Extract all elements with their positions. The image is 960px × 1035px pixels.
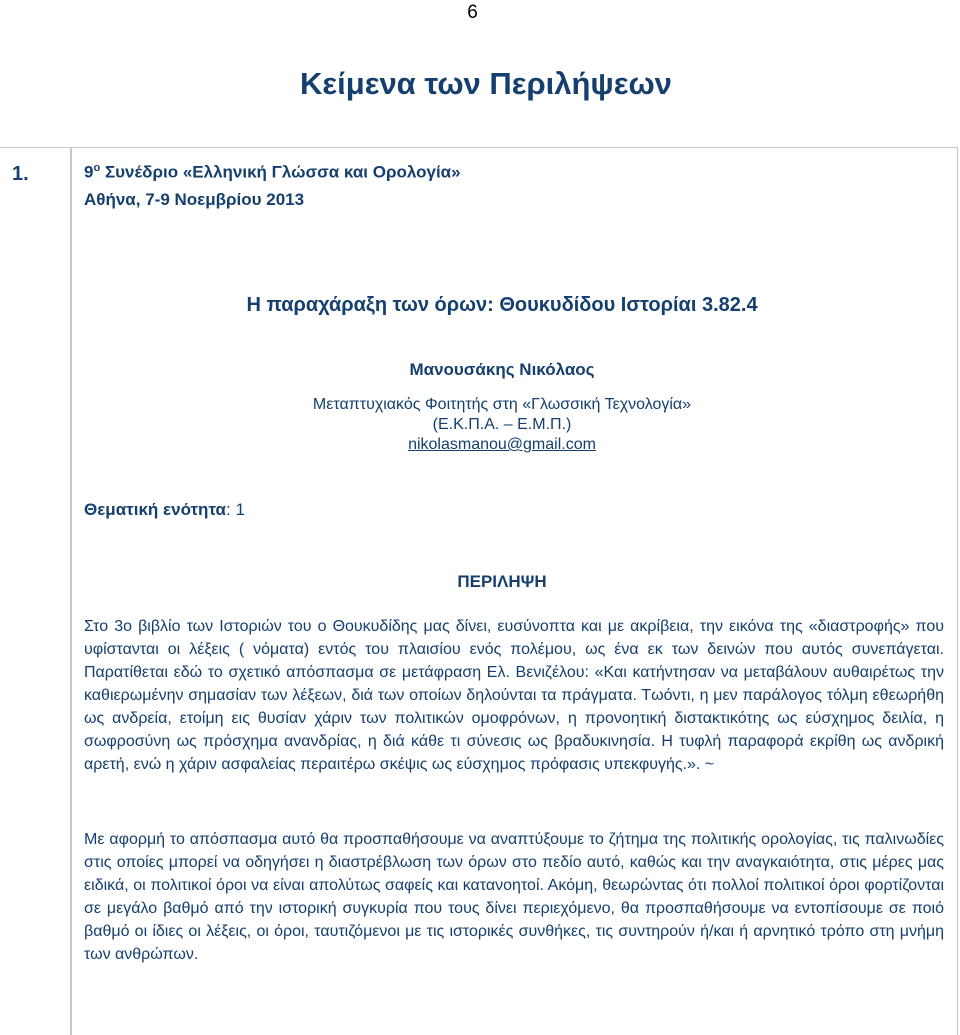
entry-number: 1. bbox=[12, 163, 29, 185]
thematic-unit bbox=[84, 500, 245, 520]
conference-name bbox=[84, 162, 461, 183]
abstract-paragraph-2: Με αφορμή το απόσπασμα αυτό θα προσπαθήσουμε να αναπτύξουμε το ζήτημα της πολιτικής ορολογίας, τις παλινωδίες στις οποίες μπορεί να οδηγήσει η διαστρέβλωση των όρων στο πεδίο αυτό, καθώς και την αναγκαιότητα, στις μέρες μας ειδικά, οι πολιτικοί όροι να είναι απολύτως σαφείς και κατανοητοί. Ακόμη, θεωρώντας ότι πολλοί πολιτικοί όροι φορτίζονται σε μεγάλο βαθμό από την ιστορική συγκυρία που τους δίνει περιεχόμενο, θα προσπαθήσουμε να εντοπίσουμε σε ποιό βαθμό οι ίδιες οι λέξεις, οι όροι, ταυτιζόμενοι με τις ιστορικές συνθήκες, τις συντηρούν ή/και ή αρνητικό τρόπο στη μνήμη των ανθρώπων. bbox=[84, 831, 944, 963]
author-email-link[interactable]: nikolasmanou@gmail.com bbox=[408, 436, 596, 453]
frame-number-column bbox=[0, 147, 72, 1035]
thematic-unit-label: Θεματική ενότητα bbox=[84, 500, 227, 519]
abstract-heading: ΠΕΡΙΛΗΨΗ bbox=[457, 572, 547, 591]
conference-ordinal-suffix: ο bbox=[93, 162, 101, 174]
frame-right-border bbox=[957, 147, 958, 1035]
author-affiliation: Μεταπτυχιακός Φοιτητής στη «Γλωσσική Τεχνολογία» bbox=[312, 396, 692, 413]
author-name: Μανουσάκης Νικόλαος bbox=[409, 360, 595, 379]
author-organization: (Ε.Κ.Π.Α. – Ε.Μ.Π.) bbox=[432, 416, 572, 433]
document-title: Κείμενα των Περιλήψεων bbox=[300, 66, 672, 101]
abstract-paragraph-1: Στο 3ο βιβλίο των Ιστοριών του ο Θουκυδίδης μας δίνει, ευσύνοπτα και με ακρίβεια, την εικόνα της «διαστροφής» που υφίστανται οι λέξεις ( νόματα) εντός του πλαισίου ενός πολέμου, ως ένα εκ των δεινών που αυτός συνεπάγεται. Παρατίθεται εδώ το σχετικό απόσπασμα σε μετάφραση Ελ. Βενιζέλου: «Και κατήντησαν να μεταβάλουν αυθαιρέτως την καθιερωμένην σημασίαν των λέξεων, διά των οποίων δηλούνται τα πράγματα. Τωόντι, η μεν παράλογος τόλμη εθεωρήθη ως ανδρεία, ετοίμη εις θυσίαν χάριν των πολιτικών ομοφρόνων, η προνοητική διστακτικότης ως εύσχημος δειλία, η σωφροσύνη ως πρόσχημα ανανδρίας, η διά κάθε τι σύνεσις ως βραδυκινησία. Η τυφλή παραφορά εκρίθη ως ανδρική αρετή, ενώ η χάριν ασφαλείας περαιτέρω σκέψις ως εύσχημος πρόφασις υπεκφυγής.». ~ bbox=[84, 618, 944, 773]
conference-place-date: Αθήνα, 7-9 Νοεμβρίου 2013 bbox=[84, 190, 305, 209]
frame-top-border bbox=[0, 147, 958, 148]
page-number: 6 bbox=[467, 2, 478, 23]
conference-ordinal: 9 bbox=[84, 162, 94, 182]
thematic-unit-value: : 1 bbox=[226, 500, 245, 519]
paper-title: Η παραχάραξη των όρων: Θουκυδίδου Ιστορίαι 3.82.4 bbox=[246, 294, 758, 316]
conference-title: Συνέδριο «Ελληνική Γλώσσα και Ορολογία» bbox=[104, 162, 461, 182]
